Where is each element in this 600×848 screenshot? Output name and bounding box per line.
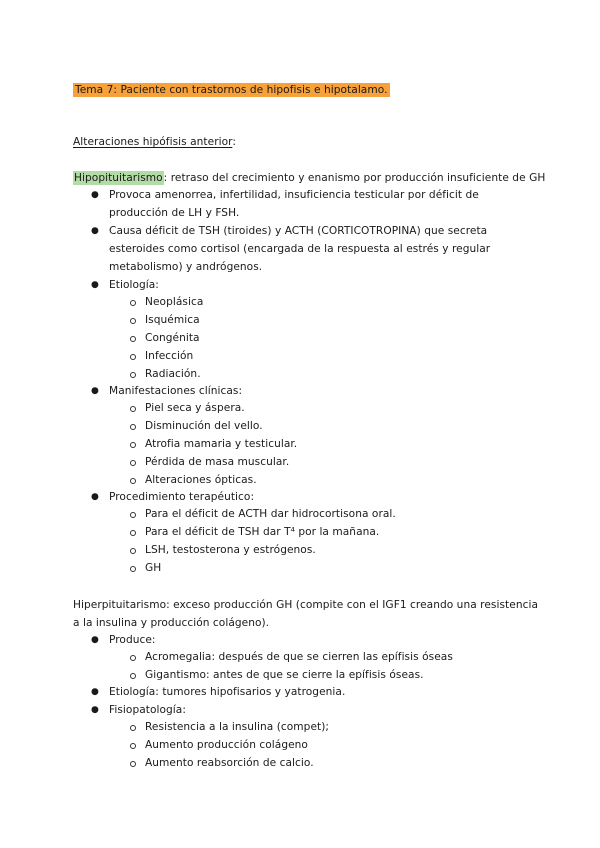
circle-bullet-icon (130, 548, 136, 554)
hiper-produce-item: Gigantismo: antes de que se cierre la epífisis óseas. (145, 669, 424, 681)
bullet-icon: ● (91, 687, 99, 697)
hipo-term: Hipopituitarismo (74, 172, 163, 184)
circle-bullet-icon (130, 478, 136, 484)
hiper-fisio-item: Aumento producción colágeno (145, 739, 308, 751)
hiper-produce-item: Acromegalia: después de que se cierren las epífisis óseas (145, 651, 453, 663)
hipo-manifest-item: Pérdida de masa muscular. (145, 456, 290, 468)
section-heading-text: Alteraciones hipófisis anterior (73, 136, 233, 148)
bullet-icon: ● (91, 705, 99, 715)
hipo-etiologia-item: Radiación. (145, 368, 201, 380)
hipo-etiologia-item: Congénita (145, 332, 200, 344)
hipo-proc-label: Procedimiento terapéutico: (109, 491, 255, 503)
hipo-proc-item: LSH, testosterona y estrógenos. (145, 544, 316, 556)
hipo-intro (73, 170, 545, 186)
hiper-fisio-item: Aumento reabsorción de calcio. (145, 757, 314, 769)
hipo-etiologia-label: Etiología: (109, 279, 159, 291)
circle-bullet-icon (130, 530, 136, 536)
circle-bullet-icon (130, 318, 136, 324)
bullet-icon: ● (91, 635, 99, 645)
hipo-etiologia-item: Isquémica (145, 314, 200, 326)
hipo-manifest-item: Piel seca y áspera. (145, 402, 245, 414)
section-heading (73, 134, 236, 150)
hipo-manifest-item: Atrofia mamaria y testicular. (145, 438, 298, 450)
hipo-b2-line2: esteroides como cortisol (encargada de la respuesta al estrés y regular (109, 243, 491, 255)
circle-bullet-icon (130, 460, 136, 466)
title (73, 82, 390, 98)
circle-bullet-icon (130, 761, 136, 767)
hipo-etiologia-item: Infección (145, 350, 194, 362)
hipo-intro-rest: : retraso del crecimiento y enanismo por producción insuficiente de GH (163, 172, 546, 184)
circle-bullet-icon (130, 725, 136, 731)
title-highlight: Tema 7: Paciente con trastornos de hipofisis e hipotalamo. (75, 84, 388, 96)
hipo-manifest-item: Disminución del vello. (145, 420, 263, 432)
hipo-manifest-label: Manifestaciones clínicas: (109, 385, 243, 397)
hiper-intro-line2: a la insulina y producción colágeno). (73, 617, 270, 629)
hipo-proc-item: Para el déficit de TSH dar T⁴ por la mañana. (145, 526, 380, 538)
circle-bullet-icon (130, 512, 136, 518)
hipo-b2-line1: Causa déficit de TSH (tiroides) y ACTH (CORTICOTROPINA) que secreta (109, 225, 488, 237)
circle-bullet-icon (130, 372, 136, 378)
hipo-etiologia-item: Neoplásica (145, 296, 204, 308)
hipo-proc-item: GH (145, 562, 162, 574)
bullet-icon: ● (91, 226, 99, 236)
bullet-icon: ● (91, 492, 99, 502)
circle-bullet-icon (130, 424, 136, 430)
bullet-icon: ● (91, 280, 99, 290)
hiper-fisio-label: Fisiopatología: (109, 704, 186, 716)
hiper-produce-label: Produce: (109, 634, 156, 646)
circle-bullet-icon (130, 743, 136, 749)
hiper-intro-line1: Hiperpituitarismo: exceso producción GH (compite con el IGF1 creando una resistencia (73, 599, 538, 611)
circle-bullet-icon (130, 336, 136, 342)
hiper-fisio-item: Resistencia a la insulina (compet); (145, 721, 330, 733)
circle-bullet-icon (130, 673, 136, 679)
section-heading-suffix: : (232, 136, 236, 148)
circle-bullet-icon (130, 655, 136, 661)
hipo-b1-line2: producción de LH y FSH. (109, 207, 240, 219)
bullet-icon: ● (91, 386, 99, 396)
bullet-icon: ● (91, 190, 99, 200)
circle-bullet-icon (130, 354, 136, 360)
hiper-etiologia: Etiología: tumores hipofisarios y yatrogenia. (109, 686, 346, 698)
circle-bullet-icon (130, 566, 136, 572)
hipo-manifest-item: Alteraciones ópticas. (145, 474, 257, 486)
hipo-b2-line3: metabolismo) y andrógenos. (109, 261, 263, 273)
circle-bullet-icon (130, 442, 136, 448)
circle-bullet-icon (130, 300, 136, 306)
hipo-proc-item: Para el déficit de ACTH dar hidrocortisona oral. (145, 508, 396, 520)
circle-bullet-icon (130, 406, 136, 412)
hipo-b1-line1: Provoca amenorrea, infertilidad, insuficiencia testicular por déficit de (109, 189, 479, 201)
